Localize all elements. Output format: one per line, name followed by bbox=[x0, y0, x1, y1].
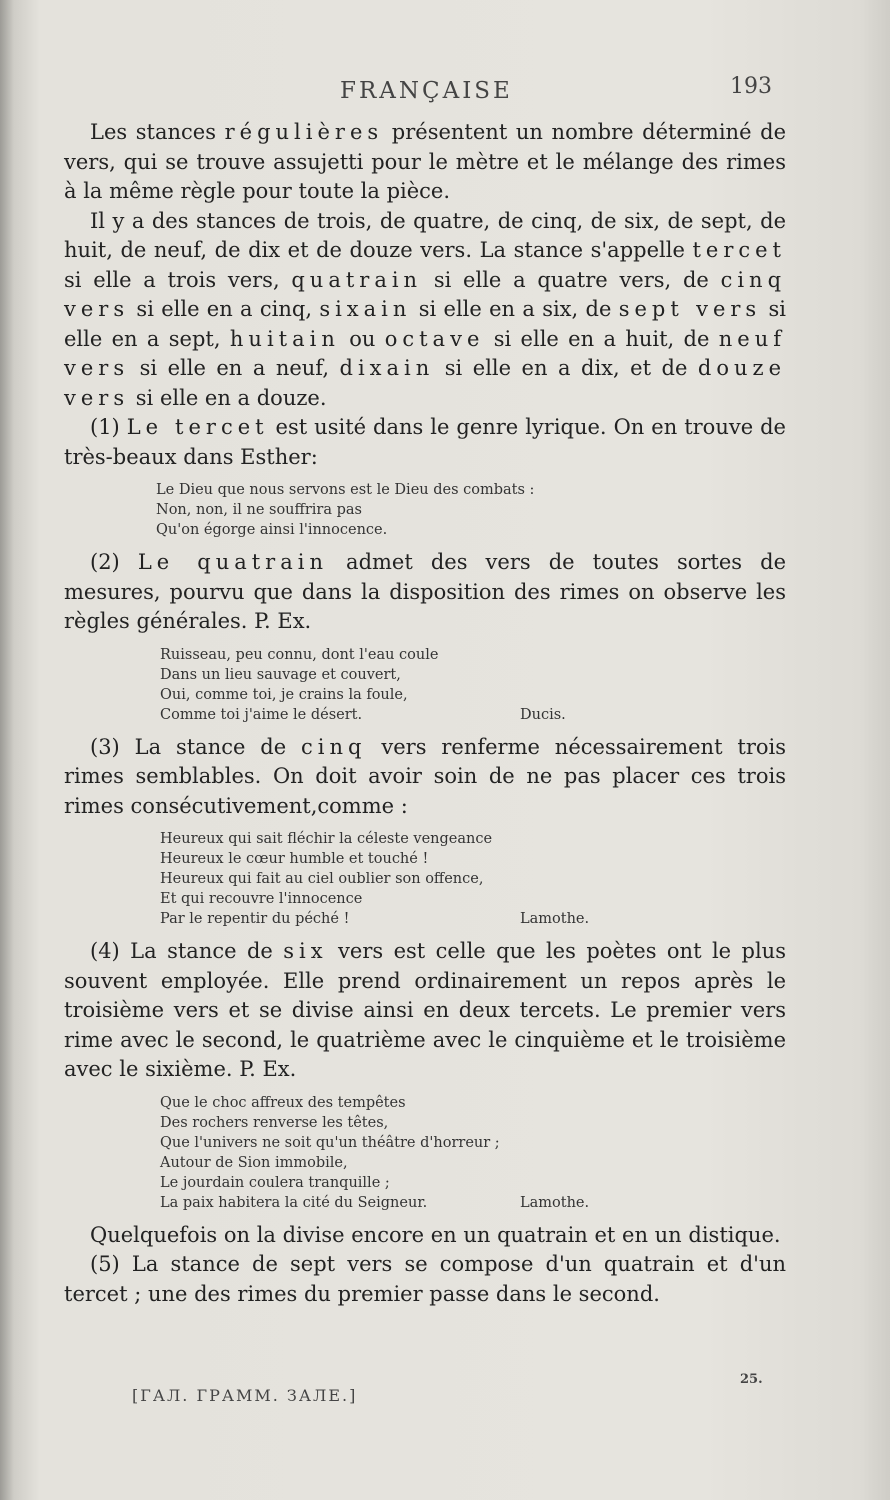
verse-line: Que l'univers ne soit qu'un théâtre d'horreur ; bbox=[160, 1134, 500, 1151]
verse-line bbox=[160, 1193, 786, 1213]
page-header bbox=[0, 72, 890, 112]
text: admet des vers de toutes sortes de mesures, pourvu que dans la disposition des rimes on observe les règles générales. P. Ex. bbox=[64, 550, 787, 633]
verse-line: Heureux qui fait au ciel oublier son offence, bbox=[160, 871, 484, 887]
verse-line: Heureux qui sait fléchir la céleste vengeance bbox=[160, 831, 493, 847]
spaced-term: dixain bbox=[339, 356, 435, 380]
spaced-term: régulières bbox=[224, 120, 384, 144]
paragraph-quatrain bbox=[64, 548, 786, 637]
spaced-term: cinq vers bbox=[64, 267, 787, 321]
verse-quote-lamothe-2 bbox=[160, 1093, 786, 1213]
running-title: FRANÇAISE bbox=[340, 78, 513, 104]
text: (5) La stance de sept vers se compose d'un quatrain et d'un tercet ; une des rimes du premier passe dans le second. bbox=[64, 1252, 786, 1306]
verse-line: Que le choc affreux des tempêtes bbox=[160, 1094, 406, 1111]
paragraph-stance-types bbox=[64, 207, 786, 414]
paragraph-distique bbox=[64, 1221, 786, 1251]
spaced-term: quatrain bbox=[291, 267, 423, 292]
paragraph-sept-vers bbox=[64, 1250, 786, 1309]
text: si elle en a dix, et de bbox=[434, 356, 698, 380]
verse-quote-lamothe-1 bbox=[160, 829, 786, 929]
text: Quelquefois on la divise encore en un quatrain et en un distique. bbox=[90, 1222, 781, 1247]
page-footer bbox=[0, 1368, 890, 1418]
text: présentent un nombre déterminé de vers, qui se trouve assujetti pour le mètre et le mélange des rimes à la même règle pour toute la pièce. bbox=[64, 120, 786, 203]
text: si elle a trois vers, bbox=[64, 267, 292, 292]
verse-line: Heureux le cœur humble et touché ! bbox=[160, 851, 429, 867]
text: (4) La stance de bbox=[90, 939, 284, 963]
verse-line: Oui, comme toi, je crains la foule, bbox=[160, 686, 408, 703]
spaced-term: douze vers bbox=[64, 356, 787, 410]
verse-line: Le Dieu que nous servons est le Dieu des combats : bbox=[156, 482, 535, 498]
text: est usité dans le genre lyrique. On en trouve de très-beaux dans Esther: bbox=[64, 415, 786, 469]
verse-quote-esther bbox=[156, 480, 786, 540]
text: ou bbox=[339, 326, 385, 351]
verse-text: Par le repentir du péché ! bbox=[160, 911, 350, 927]
signature-mark: 25. bbox=[740, 1372, 763, 1387]
text: si elle en a neuf, bbox=[129, 356, 340, 380]
paragraph-tercet bbox=[64, 413, 786, 472]
quote-author: Lamothe. bbox=[520, 911, 590, 927]
spaced-term: Le quatrain bbox=[137, 550, 328, 574]
verse-line: Le jourdain coulera tranquille ; bbox=[160, 1174, 390, 1191]
verse-text: Comme toi j'aime le désert. bbox=[160, 706, 363, 723]
text: vers est celle que les poètes ont le plus souvent employée. Elle prend ordinairement un repos après le troisième vers et se divise ainsi en deux tercets. Le premier vers rime avec le second, le quatrième avec le cinquième et le troisième avec le sixième. P. Ex. bbox=[64, 939, 786, 1081]
spaced-term: tercet bbox=[692, 238, 786, 262]
page-number: 193 bbox=[730, 74, 772, 99]
text: (1) bbox=[90, 415, 127, 439]
verse-line: Des rochers renverse les têtes, bbox=[160, 1114, 389, 1131]
verse-line: Ruisseau, peu connu, dont l'eau coule bbox=[160, 646, 439, 663]
verse-line: Et qui recouvre l'innocence bbox=[160, 891, 363, 907]
spaced-term: neuf vers bbox=[64, 326, 787, 380]
spaced-term: six bbox=[283, 939, 328, 963]
text: (2) bbox=[90, 550, 138, 574]
verse-line: Non, non, il ne souffrira pas bbox=[156, 502, 362, 518]
quote-author: Lamothe. bbox=[520, 1194, 590, 1211]
printer-reference: [ГАЛ. ГРАММ. ЗАЛЕ.] bbox=[132, 1386, 358, 1405]
text: (3) La stance de bbox=[90, 734, 302, 759]
text: si elle a quatre vers, de bbox=[422, 267, 721, 292]
verse-line: Dans un lieu sauvage et couvert, bbox=[160, 666, 401, 683]
spaced-term: cinq bbox=[301, 734, 367, 759]
verse-quote-ducis bbox=[160, 645, 786, 725]
quote-author: Ducis. bbox=[520, 706, 566, 723]
verse-line bbox=[160, 705, 786, 725]
text: si elle en a huit, de bbox=[484, 326, 719, 351]
page-body bbox=[64, 118, 786, 1309]
paragraph-regular-stances bbox=[64, 118, 786, 207]
spaced-term: sept vers bbox=[618, 297, 762, 321]
verse-line: Autour de Sion immobile, bbox=[160, 1154, 348, 1171]
spaced-term: sixain bbox=[319, 297, 412, 321]
paragraph-six-vers bbox=[64, 937, 786, 1085]
paragraph-cinq-vers bbox=[64, 733, 786, 822]
text: si elle en a sept, bbox=[64, 297, 786, 351]
text: si elle en a cinq, bbox=[129, 297, 320, 321]
spaced-term: octave bbox=[384, 326, 485, 351]
spaced-term: Le tercet bbox=[126, 415, 269, 439]
spaced-term: huitain bbox=[229, 326, 340, 351]
verse-line bbox=[160, 909, 786, 929]
verse-text: La paix habitera la cité du Seigneur. bbox=[160, 1194, 428, 1211]
text: si elle en a six, de bbox=[411, 297, 619, 321]
text: Il y a des stances de trois, de quatre, de cinq, de six, de sept, de huit, de neuf, de dix et de douze vers. La stance s'appelle bbox=[64, 208, 786, 262]
text: si elle en a douze. bbox=[129, 385, 327, 410]
verse-line: Qu'on égorge ainsi l'innocence. bbox=[156, 522, 388, 538]
text: vers renferme nécessairement trois rimes semblables. On doit avoir soin de ne pas placer ces trois rimes consécutivement,comme : bbox=[64, 734, 786, 818]
text: Les stances bbox=[90, 120, 225, 144]
